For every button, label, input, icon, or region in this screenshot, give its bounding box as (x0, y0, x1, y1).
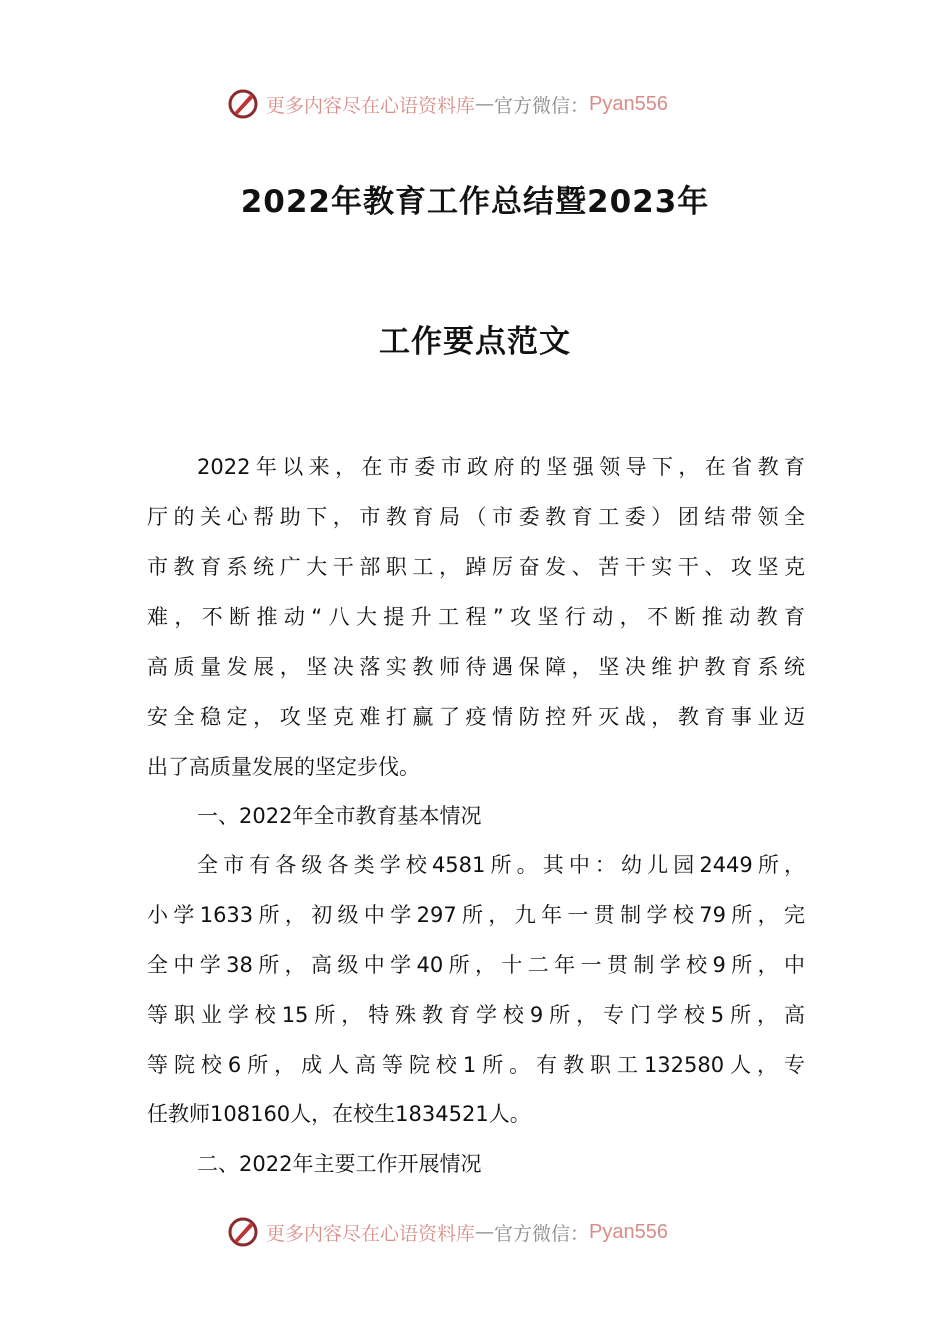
section-heading: 一、2022年全市教育基本情况 (197, 804, 482, 828)
watermark-site: 更多内容尽在心语资料库 (266, 94, 476, 117)
body-line: 小学1633所，初级中学297所，九年一贯制学校79所，完 (147, 903, 805, 927)
watermark-site: 更多内容尽在心语资料库 (266, 1222, 476, 1245)
body-line: 等职业学校15所，特殊教育学校9所，专门学校5所，高 (147, 1003, 805, 1027)
watermark-label: 官方微信： (494, 94, 590, 117)
pen-logo-icon (226, 87, 260, 121)
body-line: 高质量发展，坚决落实教师待遇保障，坚决维护教育系统 (147, 655, 805, 679)
pen-logo-icon (226, 1215, 260, 1249)
body-line: 难，不断推动“八大提升工程”攻坚行动，不断推动教育 (147, 605, 805, 629)
body-line: 安全稳定，攻坚克难打赢了疫情防控歼灭战，教育事业迈 (147, 705, 805, 729)
body-line: 全市有各级各类学校4581所。其中：幼儿园2449所， (197, 853, 805, 877)
section-heading: 二、2022年主要工作开展情况 (197, 1152, 482, 1176)
watermark-sep: — (475, 1221, 495, 1243)
body-line: 任教师108160人，在校生1834521人。 (147, 1102, 531, 1126)
watermark-id: Pyan556 (589, 92, 668, 115)
title-line-2: 工作要点范文 (379, 324, 571, 360)
title-line-1: 2022年教育工作总结暨2023年 (240, 184, 710, 220)
watermark-header (226, 84, 726, 124)
watermark-footer (226, 1212, 726, 1252)
body-line: 2022年以来，在市委市政府的坚强领导下，在省教育 (197, 455, 805, 479)
watermark-label: 官方微信： (494, 1222, 590, 1245)
body-line: 出了高质量发展的坚定步伐。 (147, 755, 420, 779)
watermark-id: Pyan556 (589, 1220, 668, 1243)
body-line: 厅的关心帮助下，市教育局（市委教育工委）团结带领全 (147, 505, 805, 529)
body-line: 市教育系统广大干部职工，踔厉奋发、苦干实干、攻坚克 (147, 555, 805, 579)
body-line: 全中学38所，高级中学40所，十二年一贯制学校9所，中 (147, 953, 805, 977)
body-line: 等院校6所，成人高等院校1所。有教职工132580人，专 (147, 1053, 805, 1077)
watermark-sep: — (475, 93, 495, 115)
